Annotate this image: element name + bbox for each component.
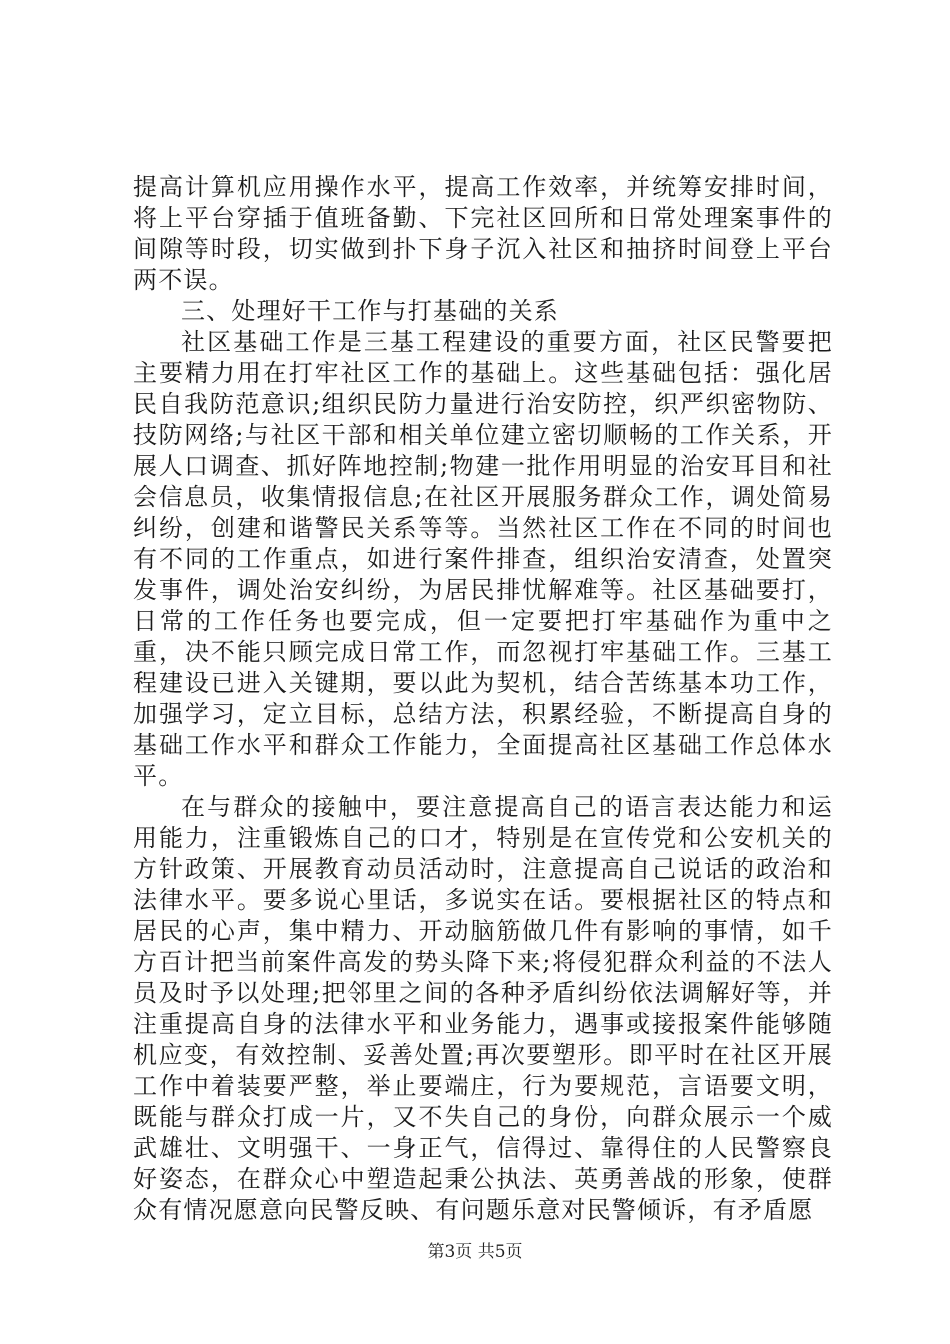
paragraph-community-foundation: 社区基础工作是三基工程建设的重要方面，社区民警要把主要精力用在打牢社区工作的基础上。这些基础包括：强化居民自我防范意识;组织民防力量进行治安防控，织严织密物防、技防网络;与社区干部和相关单位建立密切顺畅的工作关系，开展人口调查、抓好阵地控制;物建一批作用明显的治安耳目和社会信息员，收集情报信息;在社区开展服务群众工作，调处简易纠纷，创建和谐警民关系等等。当然社区工作在不同的时间也有不同的工作重点，如进行案件排查，组织治安清查，处置突发事件，调处治安纠纷，为居民排忧解难等。社区基础要打，日常的工作任务也要完成，但一定要把打牢基础作为重中之重，决不能只顾完成日常工作，而忽视打牢基础工作。三基工程建设已进入关键期，要以此为契机，结合苦练基本功工作，加强学习，定立目标，总结方法，积累经验，不断提高自身的基础工作水平和群众工作能力，全面提高社区基础工作总体水平。 <box>133 328 833 790</box>
document-body <box>133 172 833 1226</box>
paragraph-public-contact: 在与群众的接触中，要注意提高自己的语言表达能力和运用能力，注重锻炼自己的口才，特别是在宣传党和公安机关的方针政策、开展教育动员活动时，注意提高自己说话的政治和法律水平。要多说心里话，多说实在话。要根据社区的特点和居民的心声，集中精力、开动脑筋做几件有影响的事情，如千方百计把当前案件高发的势头降下来;将侵犯群众利益的不法人员及时予以处理;把邻里之间的各种矛盾纠纷依法调解好等，并注重提高自身的法律水平和业务能力，遇事或接报案件能够随机应变，有效控制、妥善处置;再次要塑形。即平时在社区开展工作中着装要严整，举止要端庄，行为要规范，言语要文明，既能与群众打成一片，又不失自己的身份，向群众展示一个威武雄壮、文明强干、一身正气，信得过、靠得住的人民警察良好姿态，在群众心中塑造起秉公执法、英勇善战的形象，使群众有情况愿意向民警反映、有问题乐意对民警倾诉，有矛盾愿 <box>133 793 833 1224</box>
page-number-footer: 第3页 共5页 <box>427 1242 523 1262</box>
section-heading: 三、处理好干工作与打基础的关系 <box>181 297 559 325</box>
paragraph-continuation: 提高计算机应用操作水平，提高工作效率，并统筹安排时间，将上平台穿插于值班备勤、下完社区回所和日常处理案事件的间隙等时段，切实做到扑下身子沉入社区和抽挤时间登上平台两不误。 <box>133 173 833 294</box>
